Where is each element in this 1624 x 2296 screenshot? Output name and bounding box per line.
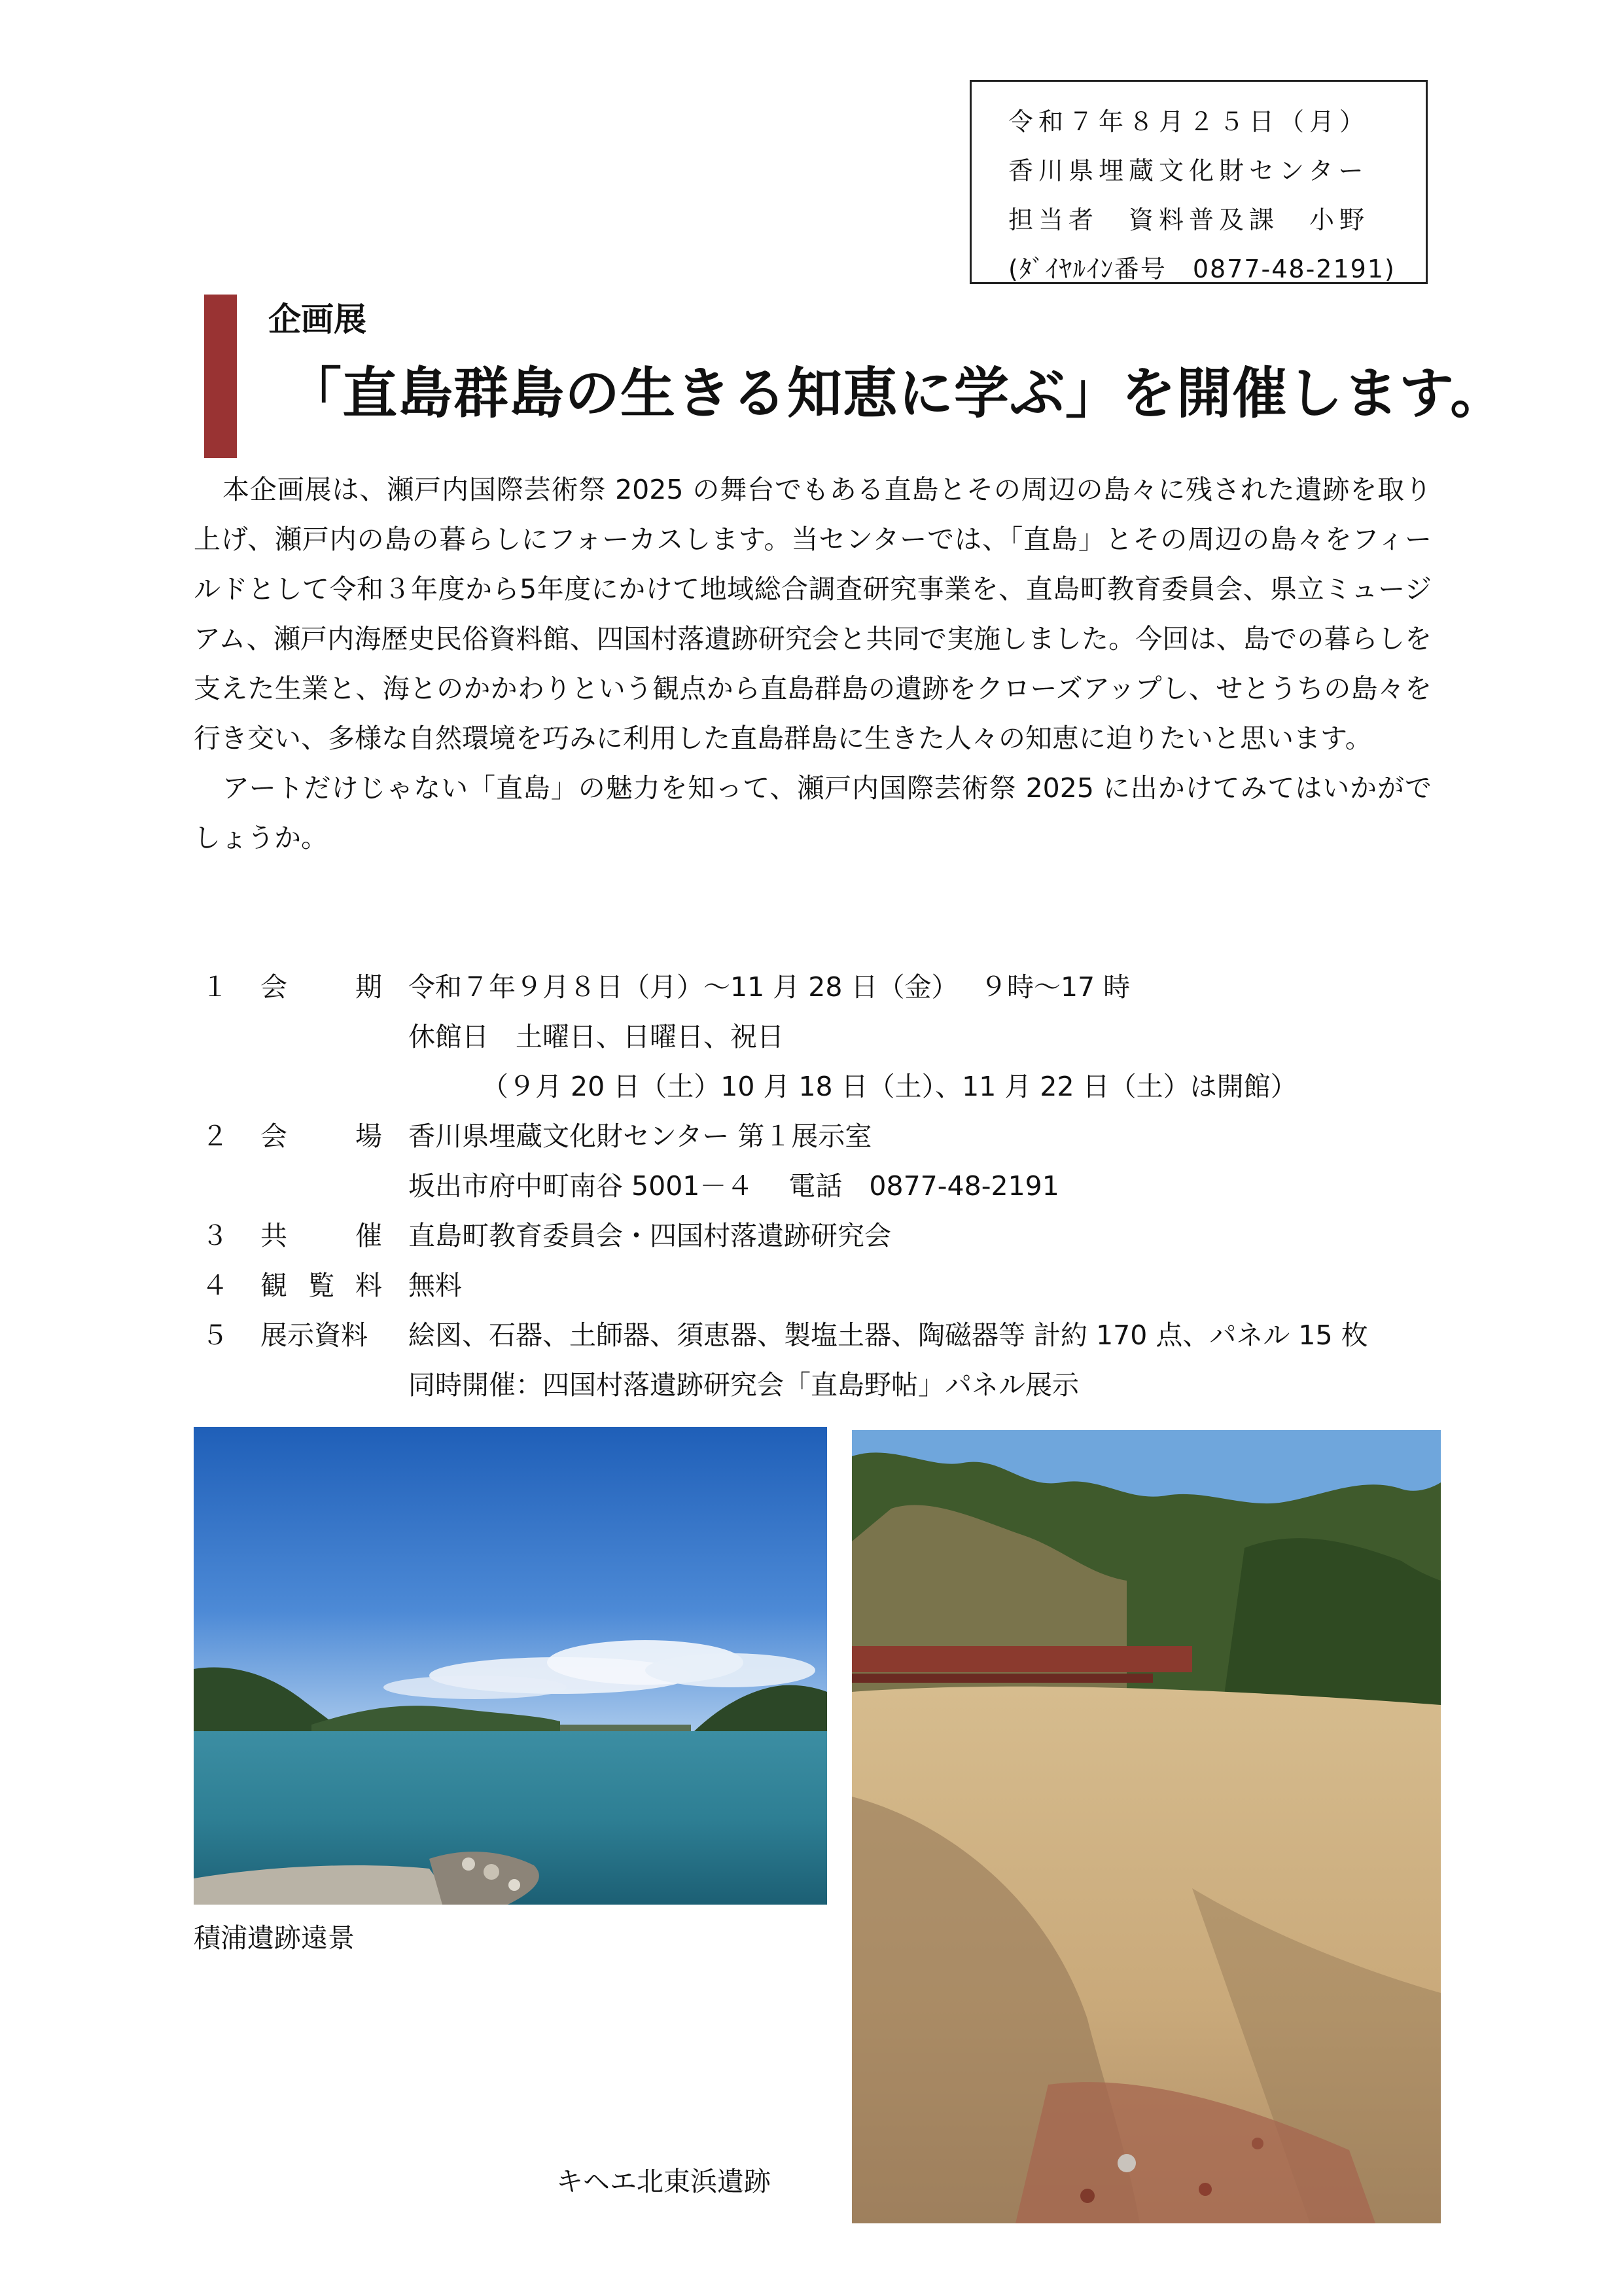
detail-number: ４ xyxy=(202,1270,228,1301)
detail-row-cohost xyxy=(194,1211,1437,1261)
intro-paragraph-2: アートだけじゃない「直島」の魅力を知って、瀬戸内国際芸術祭 2025 に出かけてみてはいかがでしょうか。 xyxy=(194,772,1432,853)
cohost-names: 直島町教育委員会・四国村落遺跡研究会 xyxy=(408,1220,891,1251)
detail-label-admission: 観 覧 料 xyxy=(260,1270,382,1301)
period-dates: 令和７年９月８日（月）～11 月 28 日（金） ９時～17 時 xyxy=(408,971,1131,1003)
intro-paragraph-1: 本企画展は、瀬戸内国際芸術祭 2025 の舞台でもある直島とその周辺の島々に残された遺跡を取り上げ、瀬戸内の島の暮らしにフォーカスします。当センターでは、「直島」とその周辺の島々をフィールドとして令和３年度から5年度にかけて地域総合調査研究事業を、直島町教育委員会、県立ミュージアム、瀬戸内海歴史民俗資料館、四国村落遺跡研究会と共同で実施しました。今回は、島での暮らしを支えた生業と、海とのかかわりという観点から直島群島の遺跡をクローズアップし、せとうちの島々を行き交い、多様な自然環境を巧みに利用した直島群島に生きた人々の知恵に迫りたいと思います。 xyxy=(194,474,1432,754)
detail-number: ５ xyxy=(202,1319,228,1351)
detail-number: ２ xyxy=(202,1121,228,1152)
detail-row-exhibits xyxy=(194,1310,1437,1360)
exhibit-materials: 絵図、石器、土師器、須恵器、製塩土器、陶磁器等 計約 170 点、パネル 15 枚 xyxy=(408,1319,1368,1351)
contact-info-box xyxy=(970,80,1428,284)
phone-number: (ﾀﾞｲﾔﾙｲﾝ番号 0877-48-2191) xyxy=(1008,255,1396,283)
detail-label-venue: 会 場 xyxy=(260,1121,382,1152)
closed-days: 休館日 土曜日、日曜日、祝日 xyxy=(408,1021,784,1052)
page-title: 「直島群島の生きる知恵に学ぶ」を開催します。 xyxy=(287,361,1506,425)
detail-label-exhibits: 展示資料 xyxy=(260,1319,368,1351)
beach-site-image xyxy=(852,1430,1441,2223)
concurrent-exhibition: 同時開催：四国村落遺跡研究会「直島野帖」パネル展示 xyxy=(408,1369,1079,1401)
photo-caption-tsumiura: 積浦遺跡遠景 xyxy=(194,1922,355,1954)
venue-name: 香川県埋蔵文化財センター 第１展示室 xyxy=(408,1121,872,1152)
sea-landscape-image xyxy=(194,1427,827,1905)
exhibition-category: 企画展 xyxy=(268,300,366,338)
venue-address: 坂出市府中町南谷 5001－４ 電話 0877-48-2191 xyxy=(408,1170,1059,1202)
detail-row-period xyxy=(194,962,1437,1012)
detail-row-venue xyxy=(194,1111,1437,1161)
exhibition-details xyxy=(194,962,1437,1410)
detail-number: １ xyxy=(202,971,228,1003)
release-date: 令和７年８月２５日（月） xyxy=(1008,107,1370,136)
photo-tsumiura-site xyxy=(194,1427,827,1905)
detail-label-cohost: 共 催 xyxy=(260,1220,382,1251)
photo-kihee-beach-site xyxy=(852,1430,1441,2223)
admission-fee: 無料 xyxy=(408,1270,462,1301)
detail-row-admission xyxy=(194,1261,1437,1310)
contact-person: 担当者 資料普及課 小野 xyxy=(1008,206,1370,234)
title-accent-bar xyxy=(204,295,237,458)
detail-label-period: 会 期 xyxy=(260,971,382,1003)
detail-number: ３ xyxy=(202,1220,228,1251)
special-open-days: （９月 20 日（土）10 月 18 日（土）、11 月 22 日（土）は開館） xyxy=(482,1071,1297,1102)
photo-caption-kihee: キヘエ北東浜遺跡 xyxy=(556,2166,771,2197)
organization-name: 香川県埋蔵文化財センター xyxy=(1008,156,1369,185)
intro-text xyxy=(194,465,1432,863)
